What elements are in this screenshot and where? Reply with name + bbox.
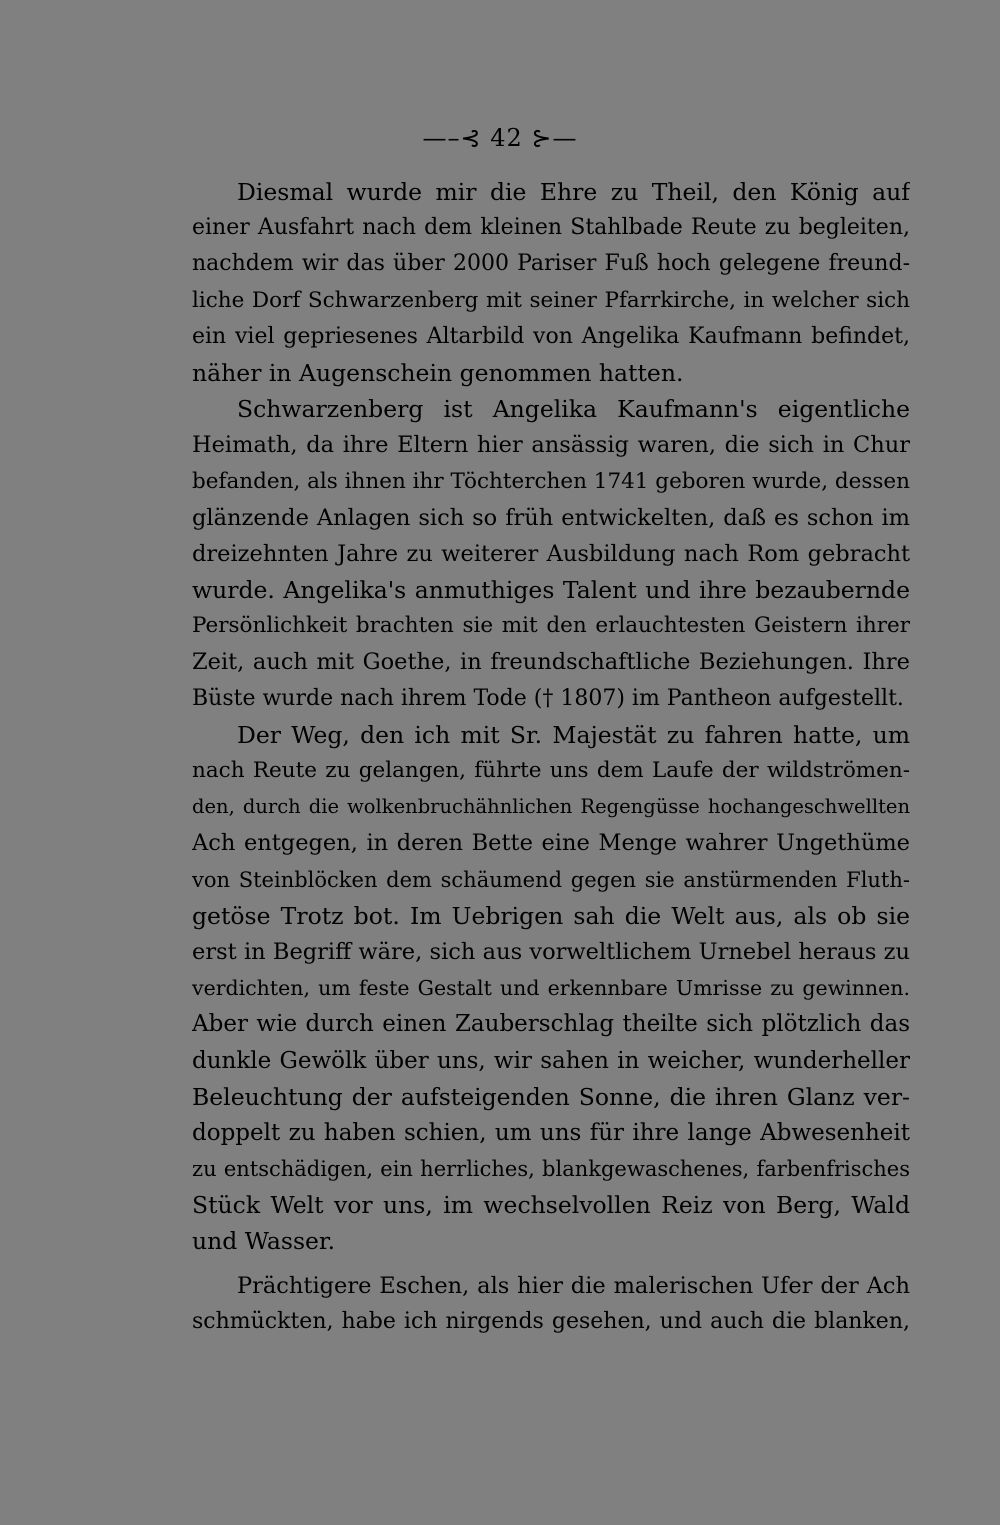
text-line: Prächtigere Eschen, als hier die malerischen Ufer der Ach [237, 1272, 910, 1299]
page-number-header: —–⊰ 42 ⊱— [422, 124, 578, 152]
text-line: Ach entgegen, in deren Bette eine Menge wahrer Ungethüme [192, 830, 910, 857]
text-line: verdichten, um feste Gestalt und erkennbare Umrisse zu gewinnen. [192, 976, 910, 1001]
text-line: zu entschädigen, ein herrliches, blankgewaschenes, farbenfrisches [192, 1157, 910, 1182]
text-line: doppelt zu haben schien, um uns für ihre lange Abwesenheit [192, 1119, 910, 1146]
text-line: ein viel gepriesenes Altarbild von Angelika Kaufmann befindet, [192, 323, 910, 349]
text-line: Diesmal wurde mir die Ehre zu Theil, den König auf [237, 178, 910, 206]
text-line: nachdem wir das über 2000 Pariser Fuß hoch gelegene freund- [192, 251, 910, 277]
text-line: Zeit, auch mit Goethe, in freundschaftliche Beziehungen. Ihre [192, 649, 910, 676]
text-line: Heimath, da ihre Eltern hier ansässig waren, die sich in Chur [192, 432, 910, 459]
text-line: den, durch die wolkenbruchähnlichen Regengüsse hochangeschwellten [192, 795, 910, 819]
text-line: erst in Begriff wäre, sich aus vorweltlichem Urnebel heraus zu [192, 938, 910, 965]
text-line: Persönlichkeit brachten sie mit den erlauchtesten Geistern ihrer [192, 613, 910, 639]
text-line: Der Weg, den ich mit Sr. Majestät zu fahren hatte, um [237, 720, 910, 749]
text-line: einer Ausfahrt nach dem kleinen Stahlbade Reute zu begleiten, [192, 215, 910, 241]
text-line: Aber wie durch einen Zauberschlag theilte sich plötzlich das [192, 1011, 910, 1038]
text-line: wurde. Angelika's anmuthiges Talent und ihre bezaubernde [192, 576, 910, 605]
body-text [192, 174, 910, 1340]
text-line: getöse Trotz bot. Im Uebrigen sah die Welt aus, als ob sie [192, 901, 910, 930]
paragraph-gap [192, 1260, 910, 1268]
text-line: befanden, als ihnen ihr Töchterchen 1741 geboren wurde, dessen [192, 468, 910, 494]
text-line: und Wasser. [192, 1227, 336, 1256]
text-line: Büste wurde nach ihrem Tode († 1807) im Pantheon aufgestellt. [192, 685, 904, 711]
text-line: glänzende Anlagen sich so früh entwickelten, daß es schon im [192, 504, 910, 531]
text-line: dreizehnten Jahre zu weiterer Ausbildung nach Rom gebracht [192, 540, 910, 567]
text-line: Stück Welt vor uns, im wechselvollen Reiz von Berg, Wald [192, 1191, 910, 1220]
text-line: Beleuchtung der aufsteigenden Sonne, die ihren Glanz ver- [192, 1082, 910, 1111]
text-line: von Steinblöcken dem schäumend gegen sie anstürmenden Fluth- [192, 867, 910, 892]
text-line: schmückten, habe ich nirgends gesehen, und auch die blanken, [192, 1308, 910, 1334]
text-line: dunkle Gewölk über uns, wir sahen in weicher, wunderheller [192, 1047, 910, 1074]
text-line: liche Dorf Schwarzenberg mit seiner Pfarrkirche, in welcher sich [192, 287, 910, 313]
text-line: nach Reute zu gelangen, führte uns dem Laufe der wildströmen- [192, 758, 910, 783]
text-line: näher in Augenschein genommen hatten. [192, 358, 684, 387]
text-line: Schwarzenberg ist Angelika Kaufmann's eigentliche [237, 395, 910, 424]
